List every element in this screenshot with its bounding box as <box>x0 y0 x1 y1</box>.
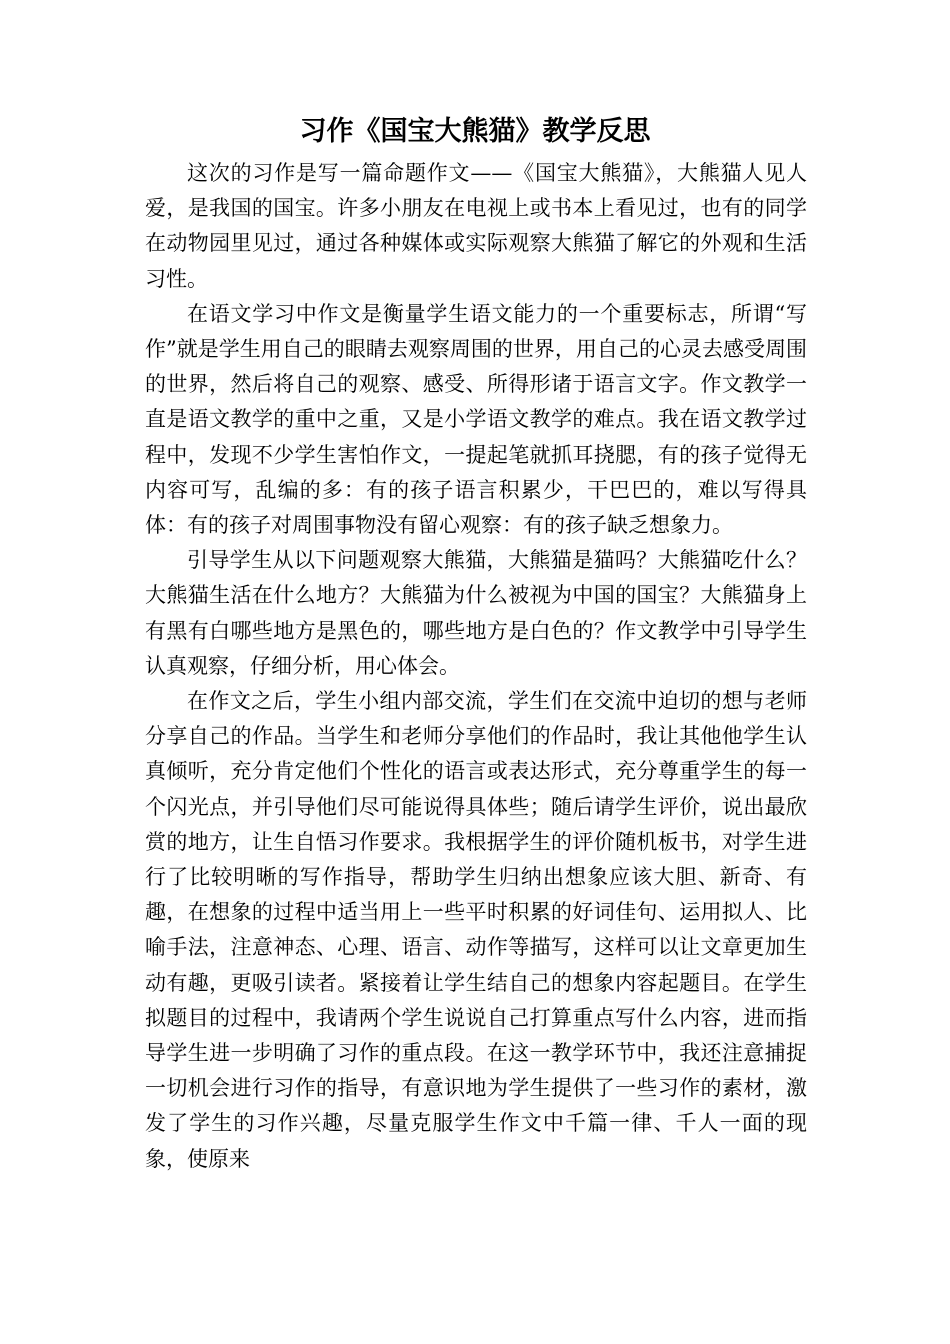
paragraph-3: 引导学生从以下问题观察大熊猫，大熊猫是猫吗？大熊猫吃什么？大熊猫生活在什么地方？大熊猫为什么被视为中国的国宝？大熊猫身上有黑有白哪些地方是黑色的，哪些地方是白色的？作文教学中引导学生认真观察，仔细分析，用心体会。 <box>145 548 807 678</box>
paragraph-1: 这次的习作是写一篇命题作文——《国宝大熊猫》，大熊猫人见人爱，是我国的国宝。许多小朋友在电视上或书本上看见过，也有的同学在动物园里见过，通过各种媒体或实际观察大熊猫了解它的外观和生活习性。 <box>145 161 807 291</box>
document-title: 习作《国宝大熊猫》教学反思 <box>299 116 651 147</box>
paragraph-4: 在作文之后，学生小组内部交流，学生们在交流中迫切的想与老师分享自己的作品。当学生和老师分享他们的作品时，我让其他他学生认真倾听，充分肯定他们个性化的语言或表达形式，充分尊重学生的每一个闪光点，并引导他们尽可能说得具体些；随后请学生评价，说出最欣赏的地方，让生自悟习作要求。我根据学生的评价随机板书，对学生进行了比较明晰的写作指导，帮助学生归纳出想象应该大胆、新奇、有趣，在想象的过程中适当用上一些平时积累的好词佳句、运用拟人、比喻手法，注意神态、心理、语言、动作等描写，这样可以让文章更加生动有趣，更吸引读者。紧接着让学生结自己的想象内容起题目。在学生拟题目的过程中，我请两个学生说说自己打算重点写什么内容，进而指导学生进一步明确了习作的重点段。在这一教学环节中，我还注意捕捉一切机会进行习作的指导，有意识地为学生提供了一些习作的素材，激发了学生的习作兴趣，尽量克服学生作文中千篇一律、千人一面的现象，使原来 <box>145 689 807 1171</box>
document-body <box>145 156 807 1177</box>
paragraph-2: 在语文学习中作文是衡量学生语文能力的一个重要标志，所谓“写作”就是学生用自己的眼睛去观察周围的世界，用自己的心灵去感受周围的世界，然后将自己的观察、感受、所得形诸于语言文字。作文教学一直是语文教学的重中之重，又是小学语文教学的难点。我在语文教学过程中，发现不少学生害怕作文，一提起笔就抓耳挠腮，有的孩子觉得无内容可写，乱编的多：有的孩子语言积累少，干巴巴的，难以写得具体：有的孩子对周围事物没有留心观察：有的孩子缺乏想象力。 <box>145 301 807 538</box>
